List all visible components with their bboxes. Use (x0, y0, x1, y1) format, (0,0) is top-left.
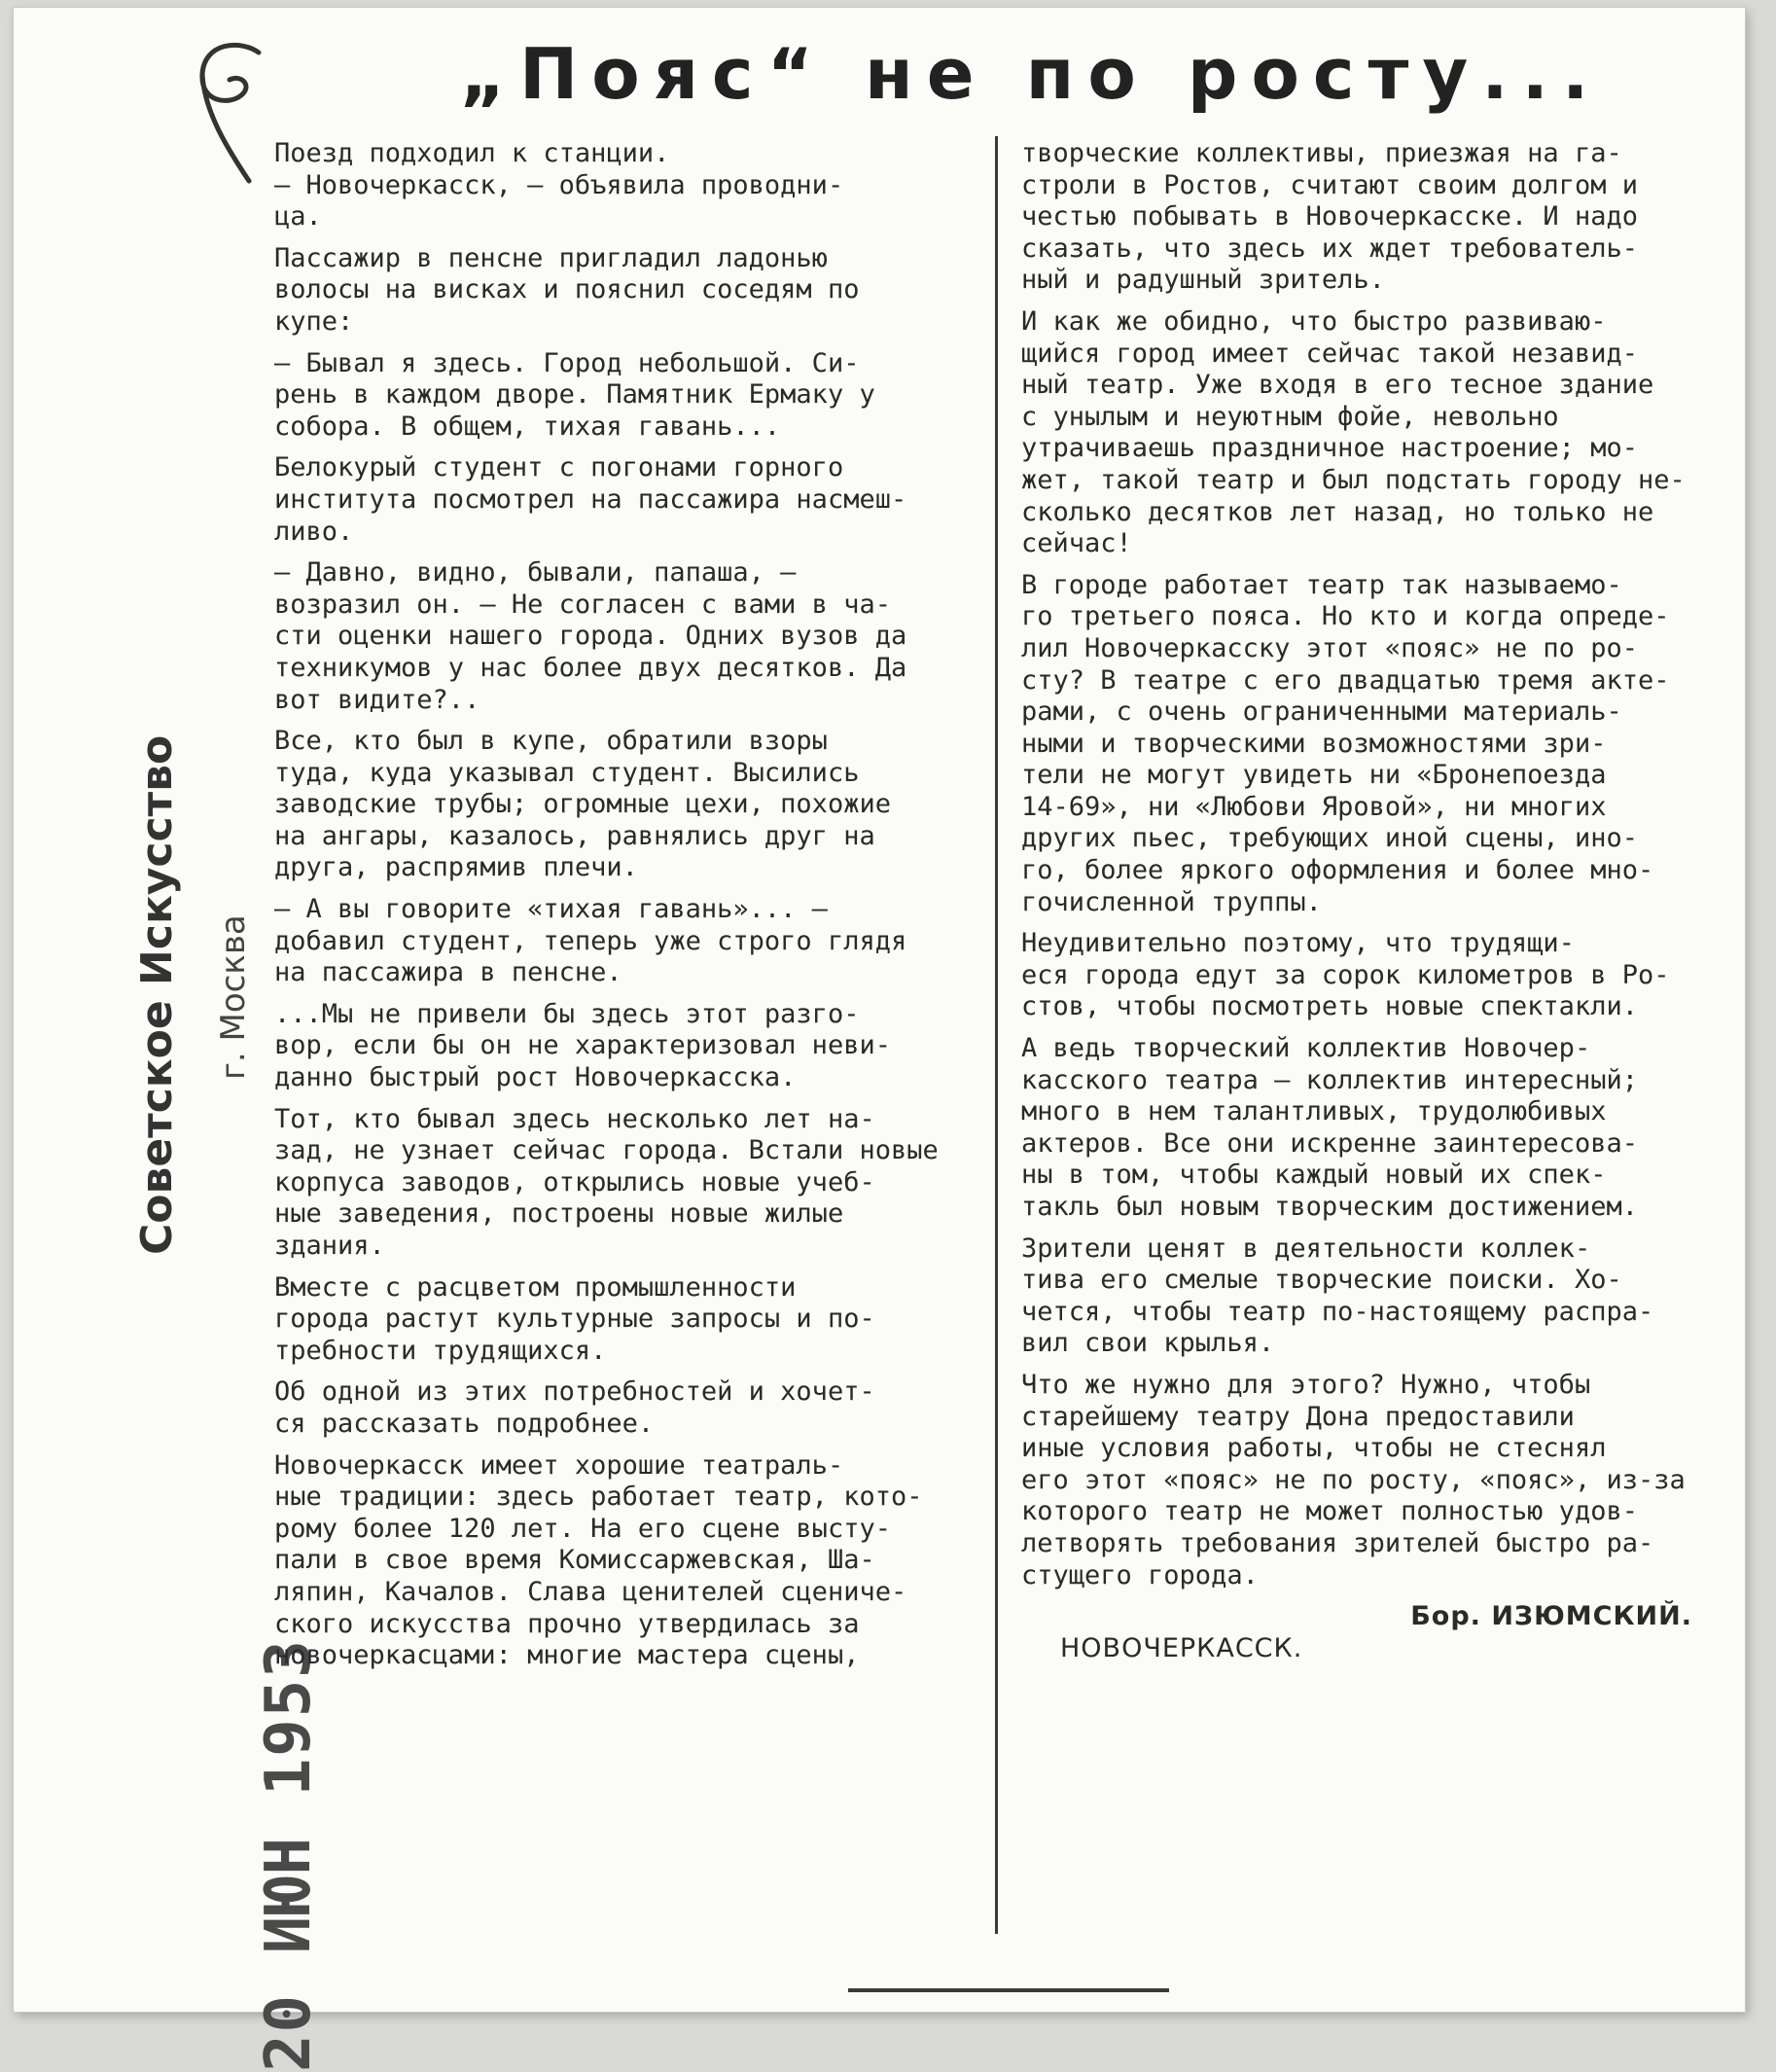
right-column-text (1021, 138, 1731, 1591)
text-line: честью побывать в Новочеркасске. И надо (1021, 201, 1638, 232)
text-line: А ведь творческий коллектив Новочер- (1021, 1033, 1591, 1064)
text-line: много в нем талантливых, трудолюбивых (1021, 1096, 1607, 1127)
text-line: ные традиции: здесь работает театр, кото- (274, 1482, 923, 1513)
text-line: иные условия работы, чтобы не стеснял (1021, 1433, 1607, 1464)
text-line: го третьего пояса. Но кто и когда опреде- (1021, 601, 1670, 632)
text-line: волосы на висках и пояснил соседям по (274, 274, 860, 305)
text-line: — Давно, видно, бывали, папаша, — (274, 557, 797, 589)
author-byline: Бор. ИЗЮМСКИЙ. (1410, 1601, 1692, 1632)
text-line: ца. (274, 201, 322, 232)
text-line: купе: (274, 305, 354, 337)
text-line: Белокурый студент с погонами горного (274, 452, 844, 483)
text-line: утрачиваешь праздничное настроение; мо- (1021, 433, 1638, 464)
text-line: ный и радушный зритель. (1021, 265, 1385, 296)
text-line: старейшему театру Дона предоставили (1021, 1401, 1575, 1432)
text-line: корпуса заводов, открылись новые учеб- (274, 1166, 875, 1197)
newspaper-name: Советское Искусство (132, 734, 182, 1255)
text-line: собора. В общем, тихая гавань... (274, 411, 781, 442)
column-divider (995, 136, 998, 1934)
text-line: чется, чтобы театр по-настоящему распра- (1021, 1296, 1654, 1327)
text-line: на ангары, казалось, равнялись друг на (274, 820, 875, 851)
text-line: тели не могут увидеть ни «Бронепоезда (1021, 760, 1607, 791)
text-line: гочисленной труппы. (1021, 886, 1322, 917)
text-line: летворять требования зрителей быстро ра- (1021, 1527, 1654, 1558)
text-line: добавил студент, теперь уже строго глядя (274, 925, 907, 956)
text-line: ского искусства прочно утвердилась за (274, 1608, 860, 1639)
text-line: друга, распрямив плечи. (274, 852, 638, 883)
text-line: других пьес, требующих иной сцены, ино- (1021, 823, 1638, 854)
text-line: Вместе с расцветом промышленности (274, 1271, 797, 1303)
text-line: — Бывал я здесь. Город небольшой. Си- (274, 347, 860, 378)
text-line: 14-69», ни «Любови Яровой», ни многих (1021, 791, 1607, 822)
text-line: творческие коллективы, приезжая на га- (1021, 138, 1622, 168)
text-line: ные заведения, построены новые жилые (274, 1198, 844, 1230)
text-line: В городе работает театр так называемо- (1021, 569, 1622, 600)
text-line: актеров. Все они искренне заинтересова- (1021, 1127, 1638, 1159)
text-line: института посмотрел на пассажира насмеш- (274, 483, 907, 515)
text-line: лил Новочеркасску этот «пояс» не по ро- (1021, 632, 1638, 663)
text-line: туда, куда указывал студент. Высились (274, 757, 860, 788)
text-line: — А вы говорите «тихая гавань»... — (274, 894, 828, 925)
text-line: Новочеркасск имеет хорошие театраль- (274, 1449, 844, 1481)
article-column-right (1021, 138, 1731, 1664)
text-line: ся рассказать подробнее. (274, 1408, 655, 1439)
text-line: жет, такой театр и был подстать городу не- (1021, 464, 1686, 495)
text-line: вор, если бы он не характеризовал неви- (274, 1030, 891, 1061)
text-line: техникумов у нас более двух десятков. Да (274, 652, 907, 683)
text-line: города растут культурные запросы и по- (274, 1304, 875, 1335)
text-line: Пассажир в пенсне пригладил ладонью (274, 242, 828, 273)
bottom-rule (848, 1988, 1169, 1992)
text-line: ный театр. Уже входя в его тесное здание (1021, 370, 1654, 401)
text-line: Все, кто был в купе, обратили взоры (274, 726, 828, 757)
text-line: возразил он. — Не согласен с вами в ча- (274, 589, 891, 620)
text-line: сти оценки нашего города. Одних вузов да (274, 621, 907, 652)
text-line: сту? В театре с его двадцатью тремя акте- (1021, 664, 1670, 696)
text-line: его этот «пояс» не по росту, «пояс», из-за (1021, 1464, 1686, 1495)
text-line: сейчас! (1021, 528, 1132, 559)
text-line: рому более 120 лет. На его сцене высту- (274, 1513, 891, 1544)
text-line: заводские трубы; огромные цехи, похожие (274, 789, 891, 820)
text-line: касского театра — коллектив интересный; (1021, 1064, 1638, 1095)
text-line: сколько десятков лет назад, но только не (1021, 496, 1654, 527)
text-line: рами, с очень ограниченными материаль- (1021, 697, 1622, 728)
text-line: — Новочеркасск, — объявила проводни- (274, 169, 844, 200)
text-line: го, более яркого оформления и более мно- (1021, 855, 1654, 886)
text-line: вот видите?.. (274, 684, 480, 715)
text-line: сказать, что здесь их ждет требователь- (1021, 232, 1638, 264)
text-line: Зрители ценят в деятельности коллек- (1021, 1232, 1591, 1264)
article-column-left (274, 138, 992, 1672)
text-line: ны в том, чтобы каждый новый их спек- (1021, 1160, 1607, 1191)
newspaper-city: г. Москва (214, 914, 253, 1080)
text-line: Об одной из этих потребностей и хочет- (274, 1376, 875, 1408)
text-line: рень в каждом дворе. Памятник Ермаку у (274, 379, 875, 411)
text-line: ными и творческими возможностями зри- (1021, 728, 1607, 759)
text-line: Тот, кто бывал здесь несколько лет на- (274, 1103, 875, 1134)
text-line: которого театр не может полностью удов- (1021, 1496, 1638, 1527)
text-line: здания. (274, 1231, 385, 1261)
text-line: требности трудящихся. (274, 1335, 607, 1366)
text-line: вил свои крылья. (1021, 1328, 1275, 1359)
text-line: Поезд подходил к станции. (274, 138, 670, 168)
text-line: данно быстрый рост Новочеркасска. (274, 1062, 797, 1093)
text-line: зад, не узнает сейчас города. Встали новые (274, 1135, 939, 1166)
text-line: стов, чтобы посмотреть новые спектакли. (1021, 991, 1638, 1022)
text-line: строли в Ростов, считают своим долгом и (1021, 169, 1638, 200)
headline: „Пояс“ не по росту... (459, 33, 1603, 115)
text-line: новочеркасцами: многие мастера сцены, (274, 1640, 860, 1671)
dateline: НОВОЧЕРКАССК. (1060, 1632, 1303, 1663)
text-line: Неудивительно поэтому, что трудящи- (1021, 928, 1575, 959)
handwritten-page-number (191, 35, 278, 191)
text-line: ляпин, Качалов. Слава ценителей сцениче- (274, 1576, 907, 1607)
text-line: пали в свое время Комиссаржевская, Ша- (274, 1545, 875, 1576)
text-line: такль был новым творческим достижением. (1021, 1192, 1638, 1222)
text-line: ливо. (274, 516, 354, 547)
text-line: И как же обидно, что быстро развиваю- (1021, 305, 1607, 337)
date-stamp: 20 ИЮН 1953 (253, 1638, 325, 2072)
text-line: с унылым и неуютным фойе, невольно (1021, 401, 1559, 432)
text-line: стущего города. (1021, 1559, 1259, 1590)
text-line: на пассажира в пенсне. (274, 957, 622, 988)
text-line: щийся город имеет сейчас такой незавид- (1021, 338, 1638, 369)
text-line: еся города едут за сорок километров в Ро- (1021, 959, 1670, 990)
text-line: Что же нужно для этого? Нужно, чтобы (1021, 1369, 1591, 1400)
text-line: тива его смелые творческие поиски. Хо- (1021, 1265, 1622, 1296)
text-line: ...Мы не привели бы здесь этот разго- (274, 998, 860, 1029)
